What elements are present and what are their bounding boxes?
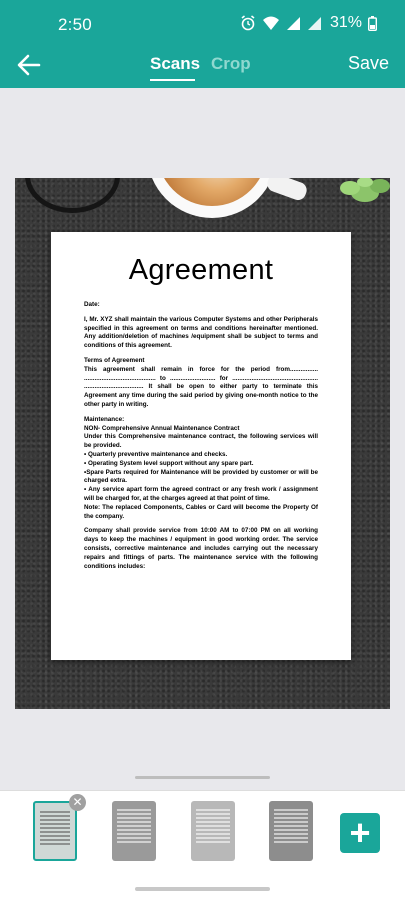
page-thumbnail[interactable]: [112, 801, 156, 861]
document-line: Note: The replaced Components, Cables or Card will become the Property Of the company.: [84, 503, 320, 520]
wifi-icon: [262, 15, 280, 31]
document-line: NON- Comprehensive Annual Maintenance Contract: [84, 424, 240, 432]
app-header: [0, 0, 405, 88]
document-line: Maintenance:: [84, 415, 125, 423]
signal-icon: [286, 16, 301, 31]
page-thumbnail[interactable]: [269, 801, 313, 861]
battery-icon: [368, 16, 377, 31]
system-nav-handle[interactable]: [135, 887, 270, 891]
document-line: Company shall provide service from 10:00 AM to 07:00 PM on all working days to keep the machines / equipment in good working order. The service consists, corrective maintenance and includes carrying out the necessary repairs and fittings of parts. The maintenance service with the following conditions includes:: [84, 527, 320, 570]
thumbnail-strip: [0, 790, 405, 900]
page-thumbnail[interactable]: [191, 801, 235, 861]
document-line: I, Mr. XYZ shall maintain the various Computer Systems and other Peripherals specified in this agreement on terms and conditions hereinafter mentioned. Any addition/deletion of machines /equipment shall be subject to terms and conditions of this agreement.: [84, 315, 320, 350]
back-button[interactable]: [14, 50, 44, 80]
tab-crop[interactable]: Crop: [211, 54, 251, 73]
toolbar: [0, 48, 405, 88]
glasses-decor: [25, 178, 120, 213]
document-line: This agreement shall remain in force for the period from................ ......................................... to .......................... for ................................................. .................................. It shall be open to either party to terminate this Agreement any time during the said period by giving one-month notice to the other party in writing.: [84, 365, 320, 408]
page-thumbnail[interactable]: [33, 801, 77, 861]
scan-preview: [15, 178, 390, 709]
document-title: Agreement: [128, 254, 274, 286]
document-line: Terms of Agreement: [84, 356, 145, 364]
status-time: 2:50: [58, 15, 92, 34]
document-line: Date:: [84, 301, 100, 308]
cup-handle-decor: [265, 178, 309, 202]
document-line: Under this Comprehensive maintenance contract, the following services will be provided.: [84, 433, 320, 450]
document-body: [84, 301, 318, 571]
document-line: • Quarterly preventive maintenance and checks.: [84, 450, 228, 458]
tab-scans[interactable]: Scans: [150, 54, 201, 73]
panel-divider: [135, 776, 270, 779]
close-icon[interactable]: ✕: [69, 794, 86, 811]
plant-decor: [335, 178, 390, 213]
save-button[interactable]: Save: [347, 53, 389, 73]
document-line: •Spare Parts required for Maintenance will be provided by customer or will be charged extra.: [84, 468, 320, 485]
arrow-left-icon: [14, 50, 44, 80]
document-line: • Any service apart form the agreed contract or any fresh work / assignment will be charged for, at the charges agreed at that point of time.: [84, 486, 320, 502]
active-tab-indicator: [150, 79, 195, 81]
add-page-button[interactable]: [340, 813, 380, 853]
status-icons: [240, 14, 377, 32]
plus-icon: +: [349, 812, 371, 853]
battery-percent: 31%: [329, 14, 362, 31]
document-line: • Operating System level support without any spare part.: [84, 459, 254, 467]
document-page: [51, 232, 351, 660]
status-bar: [0, 0, 405, 48]
signal-icon: [307, 16, 322, 31]
alarm-icon: [240, 15, 256, 31]
